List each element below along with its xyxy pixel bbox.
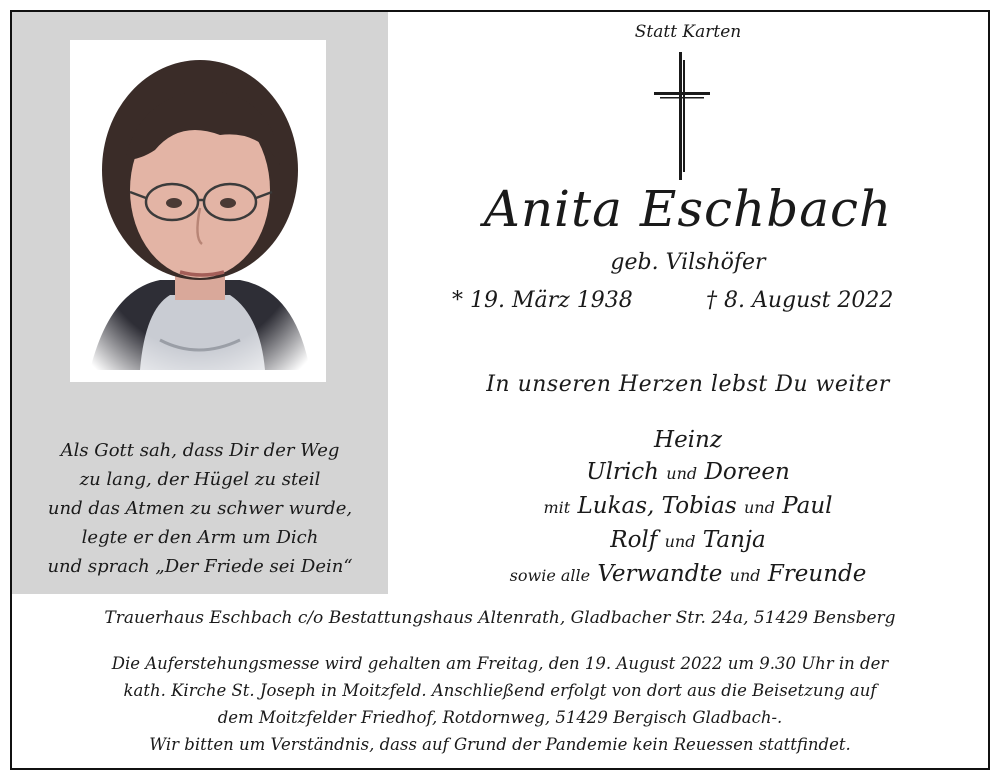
conjunction: und [744,498,775,517]
mourner-name: Freunde [767,561,867,587]
statt-karten-label: Statt Karten [634,22,742,42]
poem-line: Als Gott sah, dass Dir der Weg [60,440,340,461]
mourner-line [388,424,988,456]
portrait-photo [70,40,326,382]
conjunction: sowie alle [509,566,591,585]
mourner-name: Tanja [702,527,766,553]
cross-icon [652,52,712,180]
notice-line: Die Auferstehungsmesse wird gehalten am Freitag, den 19. August 2022 um 9.30 Uhr in der [111,654,889,673]
service-notice [12,650,988,758]
mourner-name: Paul [782,493,833,519]
portrait-illustration [70,40,326,382]
obituary-card [10,10,990,770]
poem-line: und sprach „Der Friede sei Dein“ [47,556,353,577]
birth-name: geb. Vilshöfer [610,250,766,275]
motto: In unseren Herzen lebst Du weiter [486,372,890,397]
birth-date: * 19. März 1938 [452,288,633,313]
mourner-line [388,558,988,592]
mourner-name: Rolf [610,527,658,553]
mourning-address: Trauerhaus Eschbach c/o Bestattungshaus Altenrath, Gladbacher Str. 24a, 51429 Bensberg [104,608,896,628]
left-panel [12,12,388,594]
notice-line: Wir bitten um Verständnis, dass auf Grund der Pandemie kein Reuessen stattfindet. [149,735,851,754]
conjunction: und [664,532,696,551]
poem [12,436,388,581]
conjunction: und [666,464,698,483]
mourners-list [388,424,988,592]
poem-line: legte er den Arm um Dich [81,527,319,548]
mourner-name: Heinz [654,427,722,453]
mourner-line [388,456,988,490]
mourner-name: Ulrich [586,459,659,485]
poem-line: zu lang, der Hügel zu steil [79,469,321,490]
mourner-name: Lukas, Tobias [577,493,737,519]
notice-line: dem Moitzfelder Friedhof, Rotdornweg, 51429 Bergisch Gladbach-. [217,708,783,727]
notice-line: kath. Kirche St. Joseph in Moitzfeld. Anschließend erfolgt von dort aus die Beisetzung auf [123,681,877,700]
mourner-name: Verwandte [597,561,723,587]
mourner-line [388,490,988,524]
deceased-name: Anita Eschbach [483,180,893,238]
poem-line: und das Atmen zu schwer wurde, [47,498,353,519]
conjunction: mit [543,498,571,517]
death-date: † 8. August 2022 [706,288,894,313]
mourner-line [388,524,988,558]
conjunction: und [729,566,761,585]
mourner-name: Doreen [704,459,790,485]
